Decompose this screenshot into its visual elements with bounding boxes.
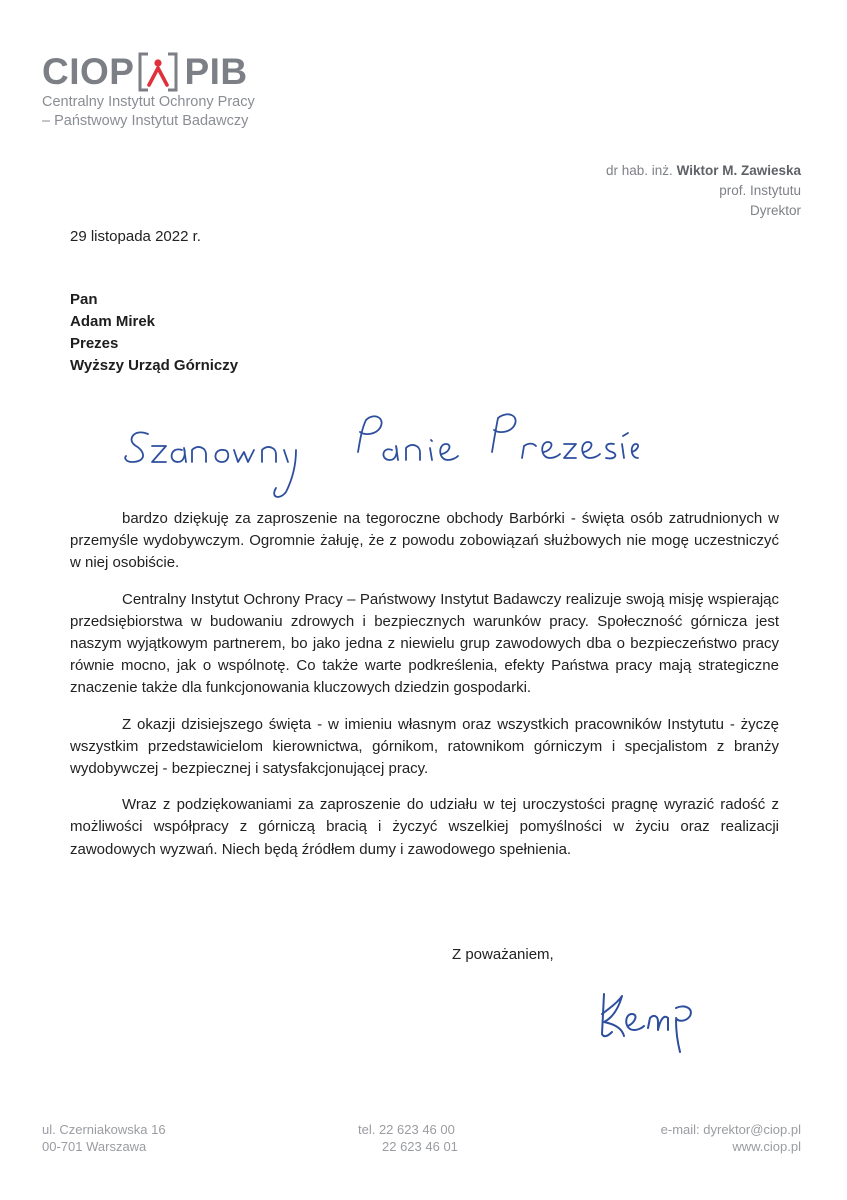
footer-address (42, 1121, 166, 1155)
institute-name-line1: Centralny Instytut Ochrony Pracy (42, 94, 255, 110)
footer-city: 00-701 Warszawa (42, 1139, 147, 1154)
logo-text-right: PIB (184, 51, 248, 92)
person-symbol-icon (138, 52, 178, 92)
recipient-line2: Adam Mirek (70, 313, 156, 330)
body-paragraph-1: bardzo dziękuję za zaproszenie na tegoroczne obchody Barbórki - święta osób zatrudnionych w przemyśle wydobywczym. Ogromnie żałuję, że z powodu zobowiązań służbowych nie mogę uczestniczyć w niej osobiście. (70, 510, 779, 572)
footer-email: e-mail: dyrektor@ciop.pl (660, 1122, 801, 1137)
director-position: prof. Instytutu (719, 183, 801, 198)
director-name-line (606, 161, 801, 181)
footer-website: www.ciop.pl (732, 1139, 801, 1154)
director-role: Dyrektor (749, 203, 801, 218)
closing-phrase: Z poważaniem, (452, 946, 554, 963)
director-title-prefix: dr hab. inż. (606, 163, 673, 178)
body-paragraph-2: Centralny Instytut Ochrony Pracy – Państwowy Instytut Badawczy realizuje swoją misję wspierając przedsiębiorstwa w budowaniu zdrowych i bezpiecznych warunków pracy. Społeczność górnicza jest naszym wyjątkowym partnerem, bo jako jedna z niewielu grup zawodowych dba o bezpieczeństwo pracy równie mocno, jak o wspólnotę. Co także warte podkreślenia, efekty Państwa pracy mają strategiczne znaczenie także dla funkcjonowania kluczowych dziedzin gospodarki. (70, 590, 779, 697)
body-paragraph-4: Wraz z podziękowaniami za zaproszenie do udziału w tej uroczystości pragnę wyrazić radość z możliwości współpracy z górniczą bracią i życzyć wszelkiej pomyślności w życiu oraz realizacji zawodowych wyzwań. Niech będą źródłem dumy i zawodowego spełnienia. (70, 796, 779, 858)
handwritten-salutation (120, 400, 640, 510)
recipient-line3: Prezes (70, 335, 119, 352)
footer-contact (661, 1121, 801, 1155)
recipient-line1: Pan (70, 291, 98, 308)
letter-date: 29 listopada 2022 r. (70, 228, 201, 245)
body-paragraph-3: Z okazji dzisiejszego święta - w imieniu własnym oraz wszystkich pracowników Instytutu - życzę wszystkim przedstawicielom kierownictwa, górnikom, ratownikom górniczym i specjalistom z branży wydobywczej - bezpiecznej i satysfakcjonującej pracy. (70, 715, 779, 778)
recipient-line4: Wyższy Urząd Górniczy (70, 357, 239, 374)
footer-tel-2: 22 623 46 01 (382, 1139, 458, 1154)
handwritten-signature (594, 982, 714, 1058)
footer-tel-1: tel. 22 623 46 00 (358, 1122, 455, 1137)
logo-text-left: CIOP (42, 51, 135, 92)
letter-body (70, 508, 779, 875)
director-block (606, 161, 801, 221)
director-name: Wiktor M. Zawieska (676, 163, 801, 178)
institute-name-line2: – Państwowy Instytut Badawczy (42, 113, 249, 129)
footer-phone (358, 1121, 458, 1155)
logo-wordmark (42, 52, 255, 92)
institute-logo (42, 52, 255, 131)
recipient-block (70, 289, 238, 377)
footer-street: ul. Czerniakowska 16 (42, 1122, 166, 1137)
